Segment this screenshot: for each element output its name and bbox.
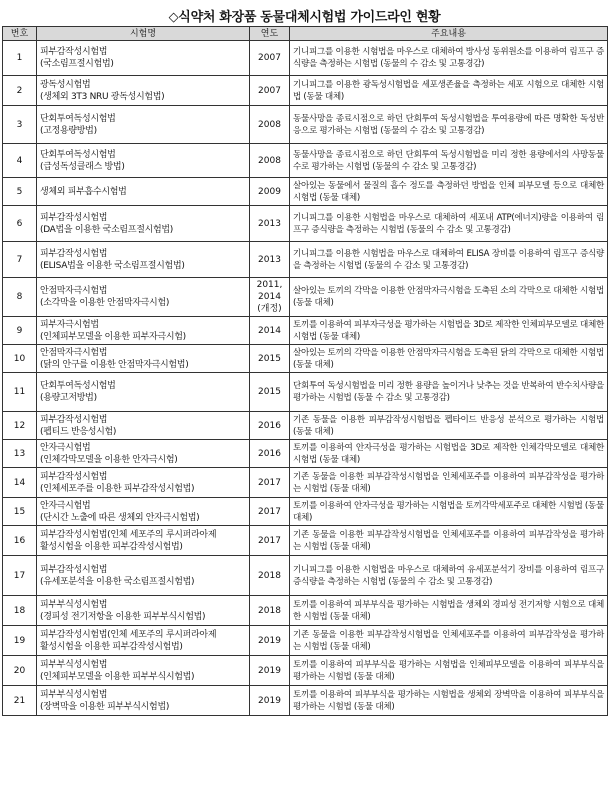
test-name: 피부감작성시험법	[40, 471, 108, 482]
cell-no: 19	[3, 626, 37, 656]
cell-year: 2018	[250, 596, 290, 626]
test-subname: (인체피부모델을 이용한 피부자극시험)	[40, 331, 186, 342]
test-name: 안자극시험법	[40, 442, 91, 453]
table-row	[3, 242, 608, 278]
cell-year: 2017	[250, 498, 290, 526]
cell-desc: 기존 동물을 이용한 피부감작성시험법을 펩타이드 반응성 분석으로 평가하는 시험법 (동물 대체)	[290, 412, 608, 440]
cell-desc: 기니피그를 이용한 광독성시험법을 세포생존율을 측정하는 세포 시험으로 대체한 시험법 (동물 대체)	[290, 76, 608, 106]
cell-name	[37, 206, 250, 242]
cell-no: 7	[3, 242, 37, 278]
test-subname: (생체외 3T3 NRU 광독성시험법)	[40, 91, 165, 102]
header-name: 시험명	[37, 27, 250, 41]
test-name: 피부감작성시험법	[40, 564, 108, 575]
cell-no: 8	[3, 278, 37, 317]
test-name: 광독성시험법	[40, 79, 91, 90]
cell-no: 13	[3, 440, 37, 468]
test-name: 피부부식성시험법	[40, 659, 108, 670]
table-row	[3, 317, 608, 345]
table-header-row	[3, 27, 608, 41]
cell-year: 2019	[250, 626, 290, 656]
cell-no: 12	[3, 412, 37, 440]
cell-no: 9	[3, 317, 37, 345]
cell-name	[37, 440, 250, 468]
cell-no: 3	[3, 106, 37, 144]
cell-desc: 기존 동물을 이용한 피부감작성시험법을 인체세포주를 이용하여 피부감작성을 평가하는 시험법 (동물 대체)	[290, 468, 608, 498]
cell-no: 18	[3, 596, 37, 626]
cell-no: 16	[3, 526, 37, 556]
cell-year: 2013	[250, 242, 290, 278]
cell-name	[37, 242, 250, 278]
cell-name	[37, 526, 250, 556]
test-subname: (ELISA법을 이용한 국소림프절시험법)	[40, 260, 185, 271]
cell-desc: 살아있는 동물에서 물질의 흡수 정도를 측정하던 방법을 인체 피부모델 등으로 대체한 시험법 (동물 대체)	[290, 178, 608, 206]
test-name: 피부감작성시험법	[40, 47, 108, 57]
table-row	[3, 498, 608, 526]
test-name: 피부감작성시험법(인체 세포주의 루시퍼라아제	[40, 529, 217, 540]
cell-desc: 동물사망을 종료시점으로 하던 단회투여 독성시험법을 투여용량에 따른 명확한 독성반응으로 평가하는 시험법 (동물의 수 감소 및 고통경감)	[290, 106, 608, 144]
test-name: 피부감작성시험법	[40, 414, 108, 425]
test-subname: 활성시험을 이용한 피부감작성시험법)	[40, 541, 183, 552]
table-row	[3, 76, 608, 106]
test-subname: (DA법을 이용한 국소림프절시험법)	[40, 224, 173, 235]
cell-desc: 토끼를 이용하여 피부부식을 평가하는 시험법을 생체외 장벽막을 이용하여 피부부식을 평가하는 시험법 (동물 대체)	[290, 686, 608, 716]
table-row	[3, 596, 608, 626]
test-name: 피부부식성시험법	[40, 689, 108, 700]
test-subname: (경피성 전기저항을 이용한 피부부식시험법)	[40, 611, 206, 622]
table-row	[3, 345, 608, 373]
table-row	[3, 468, 608, 498]
table-row	[3, 526, 608, 556]
test-subname: (국소림프절시험법)	[40, 59, 114, 69]
cell-desc: 토끼를 이용하여 안자극성을 평가하는 시험법을 3D로 제작한 인체각막모델로 대체한 시험법 (동물 대체)	[290, 440, 608, 468]
cell-no: 17	[3, 556, 37, 596]
cell-year: 2007	[250, 76, 290, 106]
cell-year: 2019	[250, 686, 290, 716]
table-row	[3, 412, 608, 440]
cell-year: 2008	[250, 144, 290, 178]
cell-name	[37, 41, 250, 76]
cell-name	[37, 106, 250, 144]
test-subname: (인체피부모델을 이용한 피부부식시험법)	[40, 671, 195, 682]
table-row	[3, 206, 608, 242]
cell-year: 2007	[250, 41, 290, 76]
cell-name	[37, 596, 250, 626]
cell-no: 20	[3, 656, 37, 686]
cell-year: 2009	[250, 178, 290, 206]
cell-year: 2016	[250, 412, 290, 440]
cell-desc: 토끼를 이용하여 안자극성을 평가하는 시험법을 토끼각막세포주로 대체한 시험법 (동물 대체)	[290, 498, 608, 526]
cell-year: 2015	[250, 345, 290, 373]
cell-desc: 동물사망을 종료시점으로 하던 단회투여 독성시험법을 미리 정한 용량에서의 사망동물수로 평가하는 시험법 (동물의 수 감소 및 고통경감)	[290, 144, 608, 178]
test-subname: (단시간 노출에 따른 생체외 안자극시험법)	[40, 512, 200, 523]
cell-name	[37, 656, 250, 686]
test-name: 생체외 피부흡수시험법	[40, 186, 127, 197]
cell-desc: 기니피그를 이용한 시험법을 마우스로 대체하여 유세포분석기 장비를 이용하여 림프구 증식량을 측정하는 시험법 (동물의 수 감소 및 고통경감)	[290, 556, 608, 596]
cell-year: 2017	[250, 468, 290, 498]
cell-year: 2014	[250, 317, 290, 345]
test-name: 단회투여독성시험법	[40, 381, 116, 391]
table-row	[3, 278, 608, 317]
cell-desc: 토끼를 이용하여 피부자극성을 평가하는 시험법을 3D로 제작한 인체피부모델로 대체한 시험법 (동물 대체)	[290, 317, 608, 345]
cell-desc: 기니피그를 이용한 시험법을 마우스로 대체하여 ELISA 장비를 이용하여 림프구 증식량을 측정하는 시험법 (동물의 수 감소 및 고통경감)	[290, 242, 608, 278]
table-row	[3, 144, 608, 178]
cell-desc: 기니피그를 이용한 시험법을 마우스로 대체하여 세포내 ATP(에너지)량을 이용하여 림프구 증식량을 측정하는 시험법 (동물의 수 감소 및 고통경감)	[290, 206, 608, 242]
cell-year: 2015	[250, 373, 290, 412]
cell-name	[37, 345, 250, 373]
test-subname: (닭의 안구를 이용한 안점막자극시험법)	[40, 359, 189, 370]
cell-name	[37, 498, 250, 526]
table-row	[3, 686, 608, 716]
table-row	[3, 106, 608, 144]
cell-desc: 기존 동물을 이용한 피부감작성시험법을 인체세포주를 이용하여 피부감작성을 평가하는 시험법 (동물 대체)	[290, 526, 608, 556]
guideline-table	[2, 26, 608, 716]
cell-name	[37, 686, 250, 716]
cell-year: 2019	[250, 656, 290, 686]
cell-year: 2013	[250, 206, 290, 242]
page-title: ◇식약처 화장품 동물대체시험법 가이드라인 현황	[168, 10, 441, 25]
table-row	[3, 373, 608, 412]
table-row	[3, 556, 608, 596]
header-desc: 주요내용	[290, 27, 608, 41]
cell-desc: 토끼를 이용하여 피부부식을 평가하는 시험법을 생체외 경피성 전기저항 시험으로 대체한 시험법 (동물 대체)	[290, 596, 608, 626]
cell-name	[37, 412, 250, 440]
cell-no: 10	[3, 345, 37, 373]
cell-no: 4	[3, 144, 37, 178]
test-name: 피부감작성시험법	[40, 248, 108, 259]
cell-name	[37, 144, 250, 178]
cell-name	[37, 468, 250, 498]
cell-year: 2016	[250, 440, 290, 468]
test-subname: (급성독성클래스 방법)	[40, 161, 125, 172]
cell-desc: 토끼를 이용하여 피부부식을 평가하는 시험법을 인체피부모델을 이용하여 피부부식을 평가하는 시험법 (동물 대체)	[290, 656, 608, 686]
cell-no: 5	[3, 178, 37, 206]
test-name: 단회투여독성시험법	[40, 149, 116, 160]
cell-year: 2008	[250, 106, 290, 144]
cell-name	[37, 556, 250, 596]
test-subname: (용량고저방법)	[40, 393, 97, 403]
table-row	[3, 656, 608, 686]
cell-no: 1	[3, 41, 37, 76]
cell-no: 15	[3, 498, 37, 526]
test-subname: 활성시험을 이용한 피부감작성시험법)	[40, 641, 183, 652]
cell-desc: 기니피그를 이용한 시험법을 마우스로 대체하여 방사성 동위원소를 이용하여 림프구 증식량을 측정하는 시험법 (동물의 수 감소 및 고통경감)	[290, 41, 608, 76]
cell-desc: 기존 동물을 이용한 피부감작성시험법을 인체세포주를 이용하여 피부감작성을 평가하는 시험법 (동물 대체)	[290, 626, 608, 656]
cell-desc: 단회투여 독성시험법을 미리 정한 용량을 높이거나 낮추는 것을 반복하여 반수치사량을 평가하는 시험법 (동물 수 감소 및 고통경감)	[290, 373, 608, 412]
test-name: 피부감작성시험법(인체 세포주의 루시퍼라아제	[40, 629, 217, 640]
test-name: 피부감작성시험법	[40, 212, 108, 223]
test-subname: (고정용량방법)	[40, 125, 97, 136]
cell-name	[37, 317, 250, 345]
header-no: 번호	[3, 27, 37, 41]
cell-desc: 살아있는 토끼의 각막을 이용한 안점막자극시험을 도축된 닭의 각막으로 대체한 시험법 (동물 대체)	[290, 345, 608, 373]
test-name: 안점막자극시험법	[40, 286, 108, 296]
test-name: 안자극시험법	[40, 500, 91, 511]
cell-no: 21	[3, 686, 37, 716]
cell-name	[37, 278, 250, 317]
test-subname: (소각막을 이용한 안점막자극시험)	[40, 298, 170, 308]
test-name: 피부자극시험법	[40, 319, 99, 330]
header-year: 연도	[250, 27, 290, 41]
test-subname: (장벽막을 이용한 피부부식시험법)	[40, 701, 170, 712]
cell-name	[37, 178, 250, 206]
cell-name	[37, 626, 250, 656]
cell-year: 2017	[250, 526, 290, 556]
cell-year: 2011, 2014 (개정)	[250, 278, 290, 317]
cell-no: 11	[3, 373, 37, 412]
test-name: 피부부식성시험법	[40, 599, 108, 610]
table-row	[3, 41, 608, 76]
cell-name	[37, 76, 250, 106]
cell-no: 2	[3, 76, 37, 106]
test-subname: (유세포분석을 이용한 국소림프절시험법)	[40, 576, 195, 587]
table-row	[3, 440, 608, 468]
test-name: 안점막자극시험법	[40, 347, 108, 358]
cell-year: 2018	[250, 556, 290, 596]
cell-no: 14	[3, 468, 37, 498]
test-name: 단회투여독성시험법	[40, 113, 116, 124]
test-subname: (인체각막모델을 이용한 안자극시험)	[40, 454, 178, 465]
cell-no: 6	[3, 206, 37, 242]
table-row	[3, 626, 608, 656]
cell-desc: 살아있는 토끼의 각막을 이용한 안점막자극시험을 도축된 소의 각막으로 대체한 시험법 (동물 대체)	[290, 278, 608, 317]
test-subname: (인체세포주를 이용한 피부감작성시험법)	[40, 483, 195, 494]
table-row	[3, 178, 608, 206]
test-subname: (펩티드 반응성시험)	[40, 426, 117, 437]
cell-name	[37, 373, 250, 412]
